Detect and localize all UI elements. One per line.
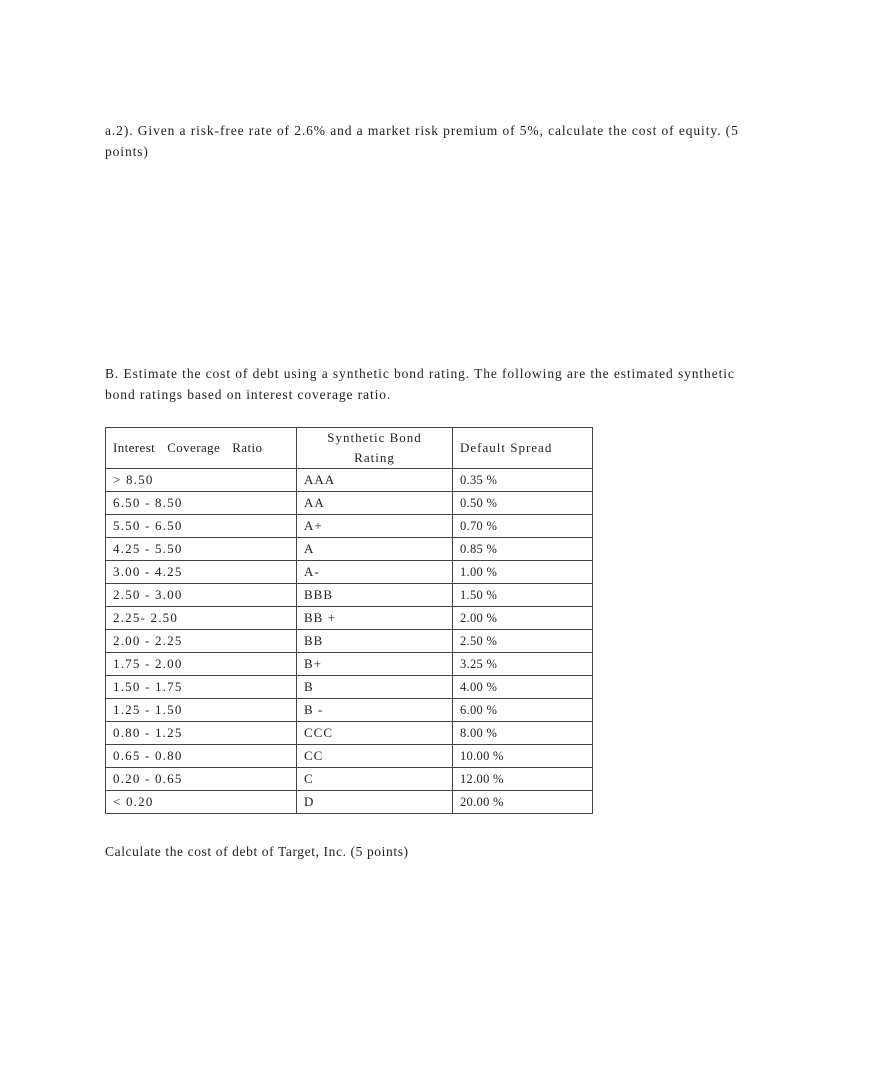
- table-row: [106, 607, 593, 630]
- coverage-range-cell: 3.00 - 4.25: [106, 561, 297, 584]
- synthetic-rating-header: [297, 428, 453, 469]
- rating-cell: B -: [297, 699, 453, 722]
- rating-cell: B: [297, 676, 453, 699]
- coverage-range-cell: 5.50 - 6.50: [106, 515, 297, 538]
- table-row: [106, 584, 593, 607]
- rating-cell: CCC: [297, 722, 453, 745]
- rating-cell: BBB: [297, 584, 453, 607]
- table-row: [106, 699, 593, 722]
- default-spread-cell: 12.00 %: [453, 768, 593, 791]
- coverage-range-cell: 2.50 - 3.00: [106, 584, 297, 607]
- synthetic-rating-table: [105, 427, 593, 814]
- table-body: [106, 469, 593, 814]
- question-a2-text: a.2). Given a risk-free rate of 2.6% and a market risk premium of 5%, calculate the cost of equity. (5 points): [105, 123, 739, 159]
- default-spread-cell: 1.50 %: [453, 584, 593, 607]
- coverage-range-cell: 0.20 - 0.65: [106, 768, 297, 791]
- table-row: [106, 561, 593, 584]
- default-spread-cell: 0.85 %: [453, 538, 593, 561]
- default-spread-cell: 0.35 %: [453, 469, 593, 492]
- coverage-range-cell: 0.80 - 1.25: [106, 722, 297, 745]
- question-b-text: B. Estimate the cost of debt using a synthetic bond rating. The following are the estimated synthetic bond ratings based on interest coverage ratio.: [105, 366, 735, 402]
- default-spread-cell: 0.50 %: [453, 492, 593, 515]
- rating-cell: A-: [297, 561, 453, 584]
- table-row: [106, 538, 593, 561]
- table-row: [106, 768, 593, 791]
- coverage-range-cell: 0.65 - 0.80: [106, 745, 297, 768]
- rating-cell: D: [297, 791, 453, 814]
- default-spread-cell: 3.25 %: [453, 653, 593, 676]
- rating-header-line: Rating: [354, 450, 395, 465]
- default-spread-cell: 6.00 %: [453, 699, 593, 722]
- rating-cell: A: [297, 538, 453, 561]
- table-row: [106, 630, 593, 653]
- rating-cell: BB +: [297, 607, 453, 630]
- default-spread-cell: 10.00 %: [453, 745, 593, 768]
- coverage-range-cell: 4.25 - 5.50: [106, 538, 297, 561]
- table-row: [106, 492, 593, 515]
- table-row: [106, 791, 593, 814]
- default-spread-cell: 0.70 %: [453, 515, 593, 538]
- table-row: [106, 469, 593, 492]
- default-spread-cell: 2.50 %: [453, 630, 593, 653]
- coverage-range-cell: 1.50 - 1.75: [106, 676, 297, 699]
- rating-header-line: Synthetic Bond: [327, 430, 422, 445]
- coverage-range-cell: 2.00 - 2.25: [106, 630, 297, 653]
- table-row: [106, 676, 593, 699]
- question-debt-text: Calculate the cost of debt of Target, Inc. (5 points): [105, 844, 409, 859]
- coverage-range-cell: < 0.20: [106, 791, 297, 814]
- table-row: [106, 515, 593, 538]
- rating-cell: C: [297, 768, 453, 791]
- coverage-range-cell: 1.25 - 1.50: [106, 699, 297, 722]
- rating-cell: B+: [297, 653, 453, 676]
- coverage-header-word: Coverage: [167, 440, 221, 455]
- coverage-range-cell: > 8.50: [106, 469, 297, 492]
- default-spread-cell: 1.00 %: [453, 561, 593, 584]
- coverage-header-word: Interest: [113, 440, 156, 455]
- coverage-range-cell: 1.75 - 2.00: [106, 653, 297, 676]
- coverage-range-cell: 2.25- 2.50: [106, 607, 297, 630]
- default-spread-cell: 2.00 %: [453, 607, 593, 630]
- rating-cell: AAA: [297, 469, 453, 492]
- default-spread-header: Default Spread: [453, 428, 593, 469]
- rating-cell: AA: [297, 492, 453, 515]
- table-row: [106, 653, 593, 676]
- rating-cell: A+: [297, 515, 453, 538]
- coverage-range-cell: 6.50 - 8.50: [106, 492, 297, 515]
- table-row: [106, 745, 593, 768]
- default-spread-cell: 4.00 %: [453, 676, 593, 699]
- coverage-ratio-header: [106, 428, 297, 469]
- default-spread-cell: 8.00 %: [453, 722, 593, 745]
- coverage-header-word: Ratio: [232, 440, 263, 455]
- rating-cell: CC: [297, 745, 453, 768]
- table-row: [106, 722, 593, 745]
- rating-cell: BB: [297, 630, 453, 653]
- default-spread-cell: 20.00 %: [453, 791, 593, 814]
- table-header-row: [106, 428, 593, 469]
